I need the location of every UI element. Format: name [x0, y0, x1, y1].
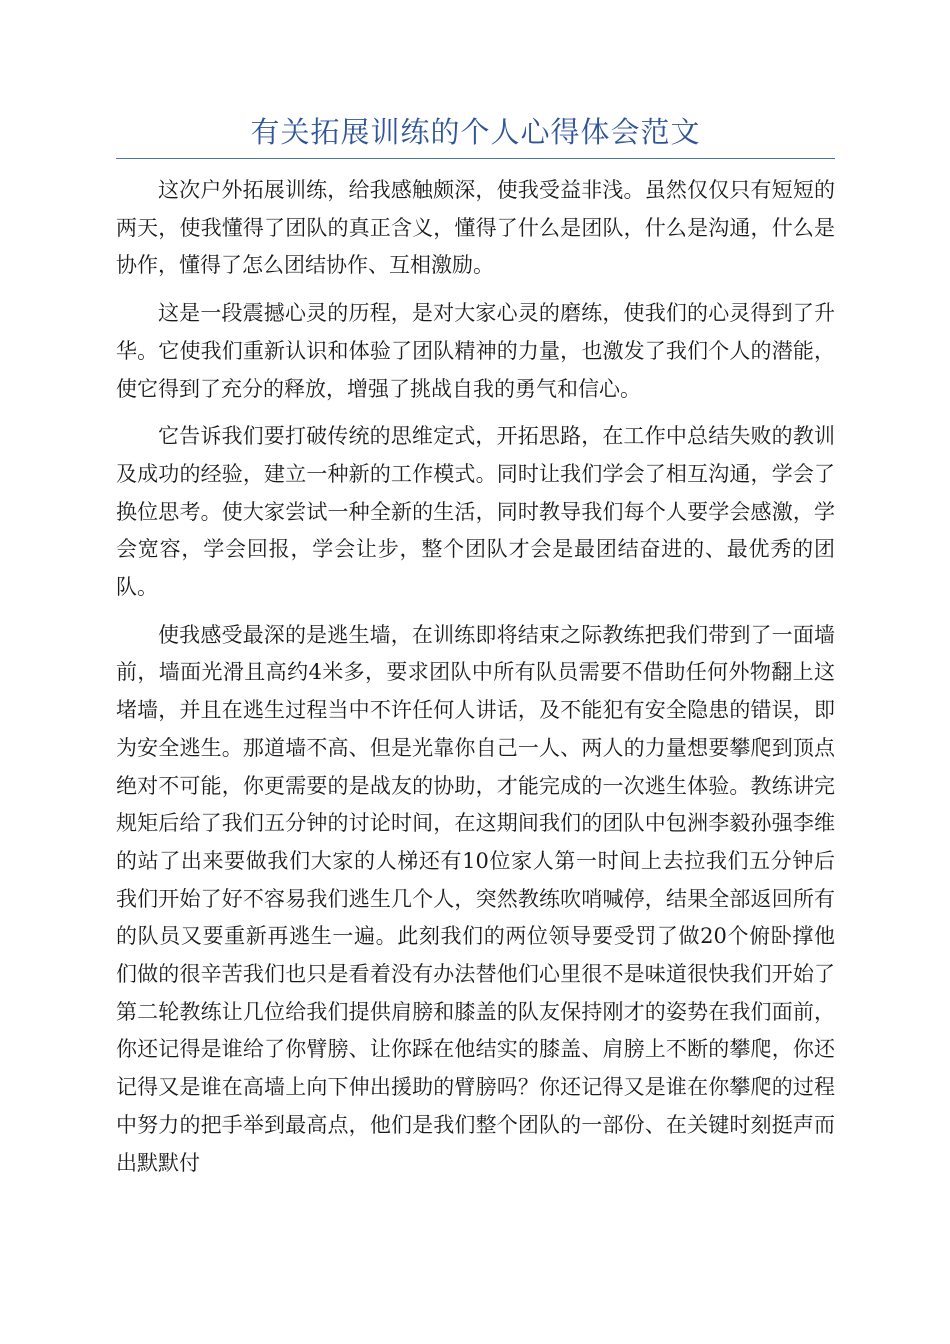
document-title: 有关拓展训练的个人心得体会范文 — [250, 115, 701, 149]
paragraph-3: 它告诉我们要打破传统的思维定式，开拓思路，在工作中总结失败的教训及成功的经验，建立一种新的工作模式。同时让我们学会了相互沟通，学会了换位思考。使大家尝试一种全新的生活，同时教导我们每个人要学会感激，学会宽容，学会回报，学会让步，整个团队才会是最团结奋进的、最优秀的团队。 — [116, 424, 835, 600]
paragraph-1: 这次户外拓展训练，给我感触颇深，使我受益非浅。虽然仅仅只有短短的两天，使我懂得了团队的真正含义，懂得了什么是团队，什么是沟通，什么是协作，懂得了怎么团结协作、互相激励。 — [116, 178, 835, 278]
title-bar — [116, 112, 835, 159]
paragraph-4: 使我感受最深的是逃生墙，在训练即将结束之际教练把我们带到了一面墙前，墙面光滑且高约4米多，要求团队中所有队员需要不借助任何外物翻上这堵墙，并且在逃生过程当中不许任何人讲话，及不能犯有安全隐患的错误，即为安全逃生。那道墙不高、但是光靠你自己一人、两人的力量想要攀爬到顶点绝对不可能，你更需要的是战友的协助，才能完成的一次逃生体验。教练讲完规矩后给了我们五分钟的讨论时间，在这期间我们的团队中包洲李毅孙强李维的站了出来要做我们大家的人梯还有10位家人第一时间上去拉我们五分钟后我们开始了好不容易我们逃生几个人，突然教练吹哨喊停，结果全部返回所有的队员又要重新再逃生一遍。此刻我们的两位领导要受罚了做20个俯卧撑他们做的很辛苦我们也只是看着没有办法替他们心里很不是味道很快我们开始了第二轮教练让几位给我们提供肩膀和膝盖的队友保持刚才的姿势在我们面前，你还记得是谁给了你臂膀、让你踩在他结实的膝盖、肩膀上不断的攀爬，你还记得又是谁在高墙上向下伸出援助的臂膀吗？你还记得又是谁在你攀爬的过程中努力的把手举到最高点，他们是我们整个团队的一部份、在关键时刻挺声而出默默付 — [116, 622, 835, 1175]
document-body — [116, 172, 835, 1192]
paragraph-2: 这是一段震撼心灵的历程，是对大家心灵的磨练，使我们的心灵得到了升华。它使我们重新认识和体验了团队精神的力量，也激发了我们个人的潜能，使它得到了充分的释放，增强了挑战自我的勇气和信心。 — [116, 301, 835, 401]
